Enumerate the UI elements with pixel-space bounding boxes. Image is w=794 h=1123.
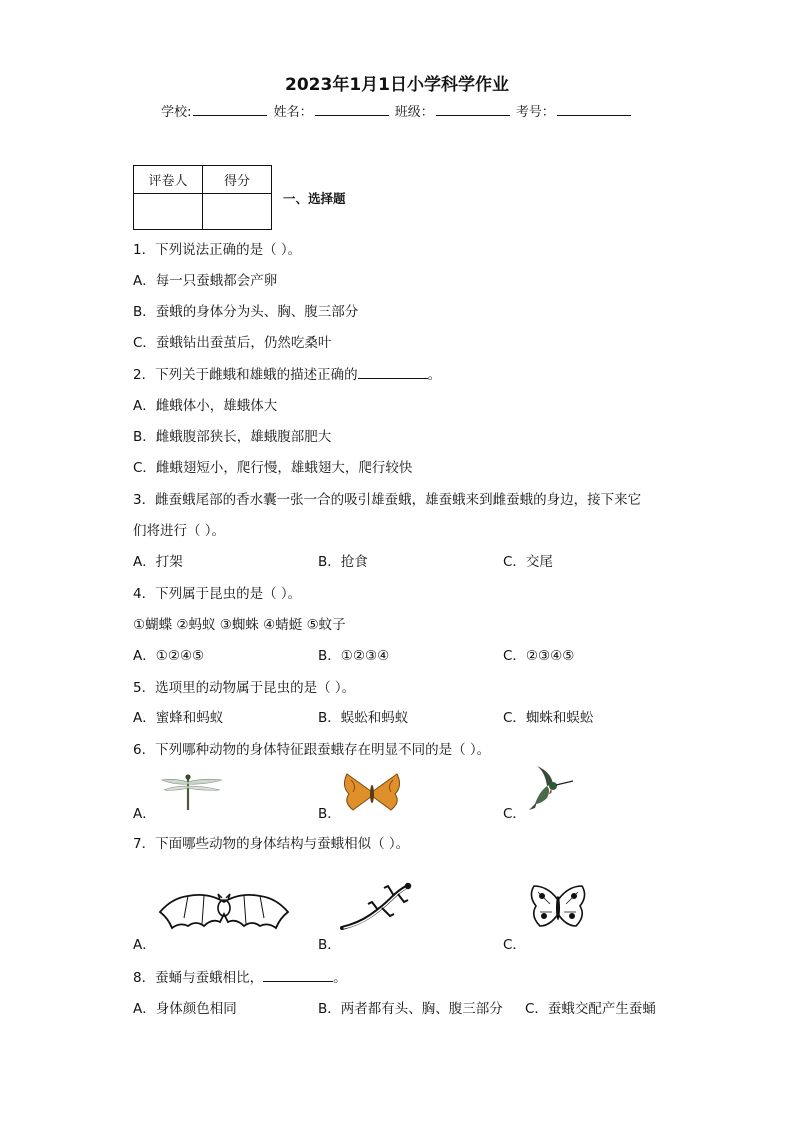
q8-stem: [133, 966, 347, 986]
q8-answer-blank[interactable]: [263, 968, 333, 982]
butterfly-image[interactable]: [339, 772, 405, 814]
q6-option-a[interactable]: A．: [133, 806, 156, 822]
q7-option-b[interactable]: B．: [318, 937, 341, 953]
number-label: 考号：: [515, 105, 555, 120]
dragonfly-image[interactable]: [160, 772, 224, 812]
q3-stem-line2: 们将进行（ ）。: [133, 523, 226, 539]
page-title: 2023年1月1日小学科学作业: [285, 75, 509, 95]
q6-stem: 6．下列哪种动物的身体特征跟蚕蛾存在明显不同的是（ ）。: [133, 742, 491, 758]
q8-option-c[interactable]: C．蚕蛾交配产生蚕蛹: [525, 1001, 656, 1017]
q7-option-c[interactable]: C．: [503, 937, 526, 953]
q8-option-a[interactable]: A．身体颜色相同: [133, 1001, 237, 1017]
q2-answer-blank[interactable]: [358, 365, 428, 379]
school-field[interactable]: [193, 102, 267, 116]
bat-image[interactable]: [158, 888, 290, 940]
q1-option-a[interactable]: A．每一只蚕蛾都会产卵: [133, 273, 278, 289]
name-label: 姓名：: [273, 105, 313, 120]
q4-option-a[interactable]: A．①②④⑤: [133, 648, 205, 664]
name-field[interactable]: [315, 102, 389, 116]
q2-stem-end: 。: [427, 367, 442, 383]
butterfly-outline-image[interactable]: [528, 882, 588, 934]
q5-option-c[interactable]: C．蜘蛛和蜈蚣: [503, 710, 594, 726]
q7-option-a[interactable]: A．: [133, 937, 156, 953]
q3-option-c[interactable]: C．交尾: [503, 554, 553, 570]
q2-stem: [133, 363, 441, 383]
score-table: [133, 165, 272, 230]
q8-stem-end: 。: [333, 970, 347, 986]
q2-option-a[interactable]: A．雌蛾体小，雄蛾体大: [133, 398, 278, 414]
q8-stem-text: 8．蚕蛹与蚕蛾相比，: [133, 970, 264, 986]
q6-option-b[interactable]: B．: [318, 806, 341, 822]
q7-stem: 7．下面哪些动物的身体结构与蚕蛾相似（ ）。: [133, 836, 410, 852]
q2-stem-text: 2．下列关于雌蛾和雄蛾的描述正确的: [133, 367, 358, 383]
q5-option-b[interactable]: B．蜈蚣和蚂蚁: [318, 710, 409, 726]
student-info-line: [0, 101, 794, 120]
q8-option-b[interactable]: B．两者都有头、胸、腹三部分: [318, 1001, 503, 1017]
q3-option-b[interactable]: B．抢食: [318, 554, 368, 570]
q3-option-a[interactable]: A．打架: [133, 554, 183, 570]
class-field[interactable]: [436, 102, 510, 116]
q1-option-b[interactable]: B．蚕蛾的身体分为头、胸、腹三部分: [133, 304, 359, 320]
school-label: 学校:: [161, 105, 192, 120]
class-label: 班级：: [394, 105, 434, 120]
q3-stem-line1: 3．雌蚕蛾尾部的香水囊一张一合的吸引雄蚕蛾，雄蚕蛾来到雌蚕蛾的身边，接下来它: [133, 492, 642, 508]
section-title: 一、选择题: [283, 191, 346, 206]
q4-items: ①蝴蝶 ②蚂蚁 ③蜘蛛 ④蜻蜓 ⑤蚊子: [133, 617, 346, 633]
grader-cell[interactable]: [134, 194, 203, 230]
q2-option-c[interactable]: C．雌蛾翅短小，爬行慢，雄蛾翅大，爬行较快: [133, 460, 413, 476]
score-header: 得分: [203, 166, 272, 194]
grader-header: 评卷人: [134, 166, 203, 194]
q4-stem: 4．下列属于昆虫的是（ ）。: [133, 586, 302, 602]
number-field[interactable]: [557, 102, 631, 116]
score-cell[interactable]: [203, 194, 272, 230]
q4-option-b[interactable]: B．①②③④: [318, 648, 390, 664]
q5-option-a[interactable]: A．蜜蜂和蚂蚁: [133, 710, 224, 726]
q5-stem: 5．选项里的动物属于昆虫的是（ ）。: [133, 680, 356, 696]
q6-option-c[interactable]: C．: [503, 806, 526, 822]
q2-option-b[interactable]: B．雌蛾腹部狭长，雄蛾腹部肥大: [133, 429, 332, 445]
hummingbird-image[interactable]: [525, 764, 575, 812]
q4-option-c[interactable]: C．②③④⑤: [503, 648, 575, 664]
q1-option-c[interactable]: C．蚕蛾钻出蚕茧后，仍然吃桑叶: [133, 335, 332, 351]
lizard-image[interactable]: [338, 880, 414, 932]
q1-stem: 1．下列说法正确的是（ ）。: [133, 242, 302, 258]
